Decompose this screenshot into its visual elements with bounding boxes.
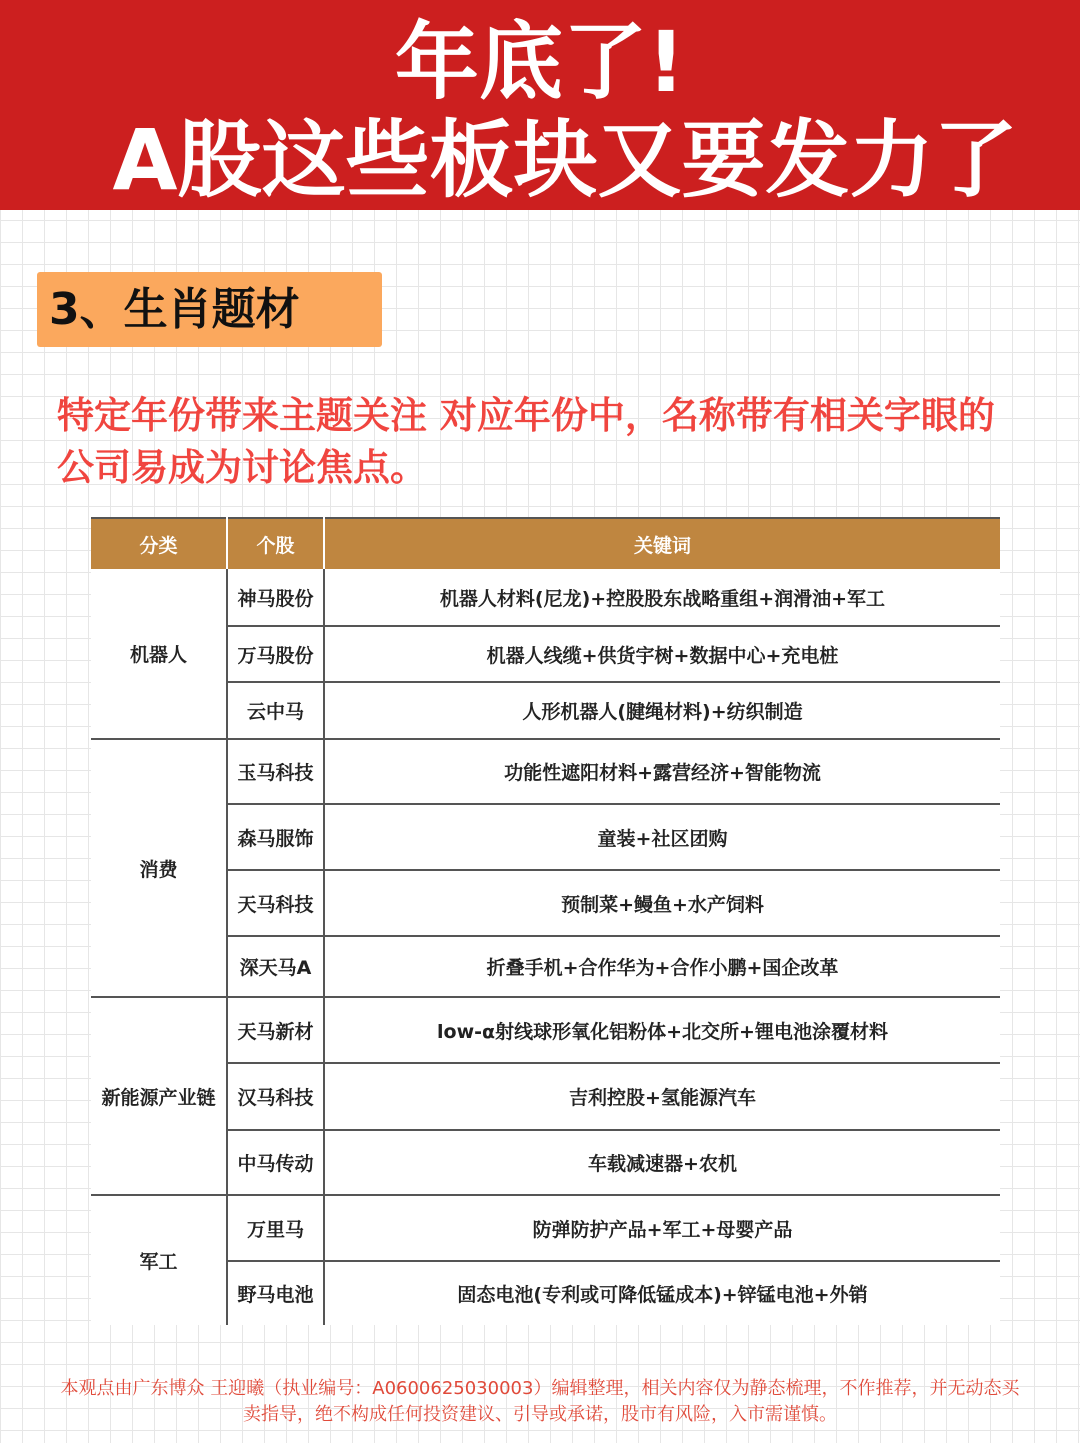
table-row — [91, 997, 1000, 1063]
stock-cell: 森马服饰 — [227, 804, 324, 870]
keywords-cell: 吉利控股+氢能源汽车 — [324, 1063, 1000, 1130]
table-row — [91, 1195, 1000, 1261]
category-cell: 军工 — [91, 1195, 227, 1325]
banner-title-line2: A股这些板块又要发力了 — [112, 111, 1018, 209]
table-row — [91, 626, 1000, 682]
category-cell: 消费 — [91, 739, 227, 997]
keywords-cell: 机器人线缆+供货宇树+数据中心+充电桩 — [324, 626, 1000, 682]
stock-cell: 中马传动 — [227, 1130, 324, 1195]
header-stock: 个股 — [227, 518, 324, 569]
keywords-cell: 功能性遮阳材料+露营经济+智能物流 — [324, 739, 1000, 804]
stock-cell: 汉马科技 — [227, 1063, 324, 1130]
stock-table — [91, 517, 1000, 1325]
stock-cell: 神马股份 — [227, 569, 324, 626]
keywords-cell: 固态电池(专利或可降低锰成本)+锌锰电池+外销 — [457, 1284, 868, 1306]
disclaimer-text: 本观点由广东博众 王迎曦（执业编号：A0600625030003）编辑整理，相关内容仅为静态梳理，不作推荐，并无动态买卖指导，绝不构成任何投资建议、引导或承诺，股市有风险，入市需谨慎。 — [60, 1378, 1020, 1425]
title-banner — [0, 0, 1080, 210]
banner-title-line1: 年底了! — [394, 13, 686, 111]
category-cell: 机器人 — [91, 569, 227, 739]
keywords-cell: 预制菜+鳗鱼+水产饲料 — [324, 870, 1000, 936]
table-row — [91, 870, 1000, 936]
table-header-row — [91, 518, 1000, 569]
category-cell: 新能源产业链 — [91, 997, 227, 1195]
stock-cell: 万里马 — [227, 1195, 324, 1261]
stock-cell: 野马电池 — [227, 1261, 324, 1325]
keywords-cell: 车载减速器+农机 — [324, 1130, 1000, 1195]
stock-cell: 天马新材 — [227, 997, 324, 1063]
stock-cell: 天马科技 — [227, 870, 324, 936]
keywords-cell: 人形机器人(腱绳材料)+纺织制造 — [324, 682, 1000, 739]
section-title: 3、生肖题材 — [37, 272, 382, 347]
stock-cell: 玉马科技 — [227, 739, 324, 804]
table-row — [91, 936, 1000, 997]
header-keywords: 关键词 — [324, 518, 1000, 569]
section-intro: 特定年份带来主题关注 对应年份中，名称带有相关字眼的公司易成为讨论焦点。 — [57, 394, 995, 489]
table-row — [91, 1130, 1000, 1195]
table-row — [91, 1063, 1000, 1130]
table-row — [91, 739, 1000, 804]
keywords-cell: 机器人材料(尼龙)+控股股东战略重组+润滑油+军工 — [324, 569, 1000, 626]
table-row — [91, 569, 1000, 626]
keywords-cell: 折叠手机+合作华为+合作小鹏+国企改革 — [324, 936, 1000, 997]
stock-cell: 万马股份 — [227, 626, 324, 682]
table-row — [91, 1261, 1000, 1325]
keywords-cell: 童装+社区团购 — [324, 804, 1000, 870]
header-category: 分类 — [91, 518, 227, 569]
stock-cell: 云中马 — [227, 682, 324, 739]
keywords-cell: 防弹防护产品+军工+母婴产品 — [324, 1195, 1000, 1261]
stock-cell: 深天马A — [227, 936, 324, 997]
keywords-cell: low-α射线球形氧化铝粉体+北交所+锂电池涂覆材料 — [324, 997, 1000, 1063]
table-row — [91, 804, 1000, 870]
table-row — [91, 682, 1000, 739]
